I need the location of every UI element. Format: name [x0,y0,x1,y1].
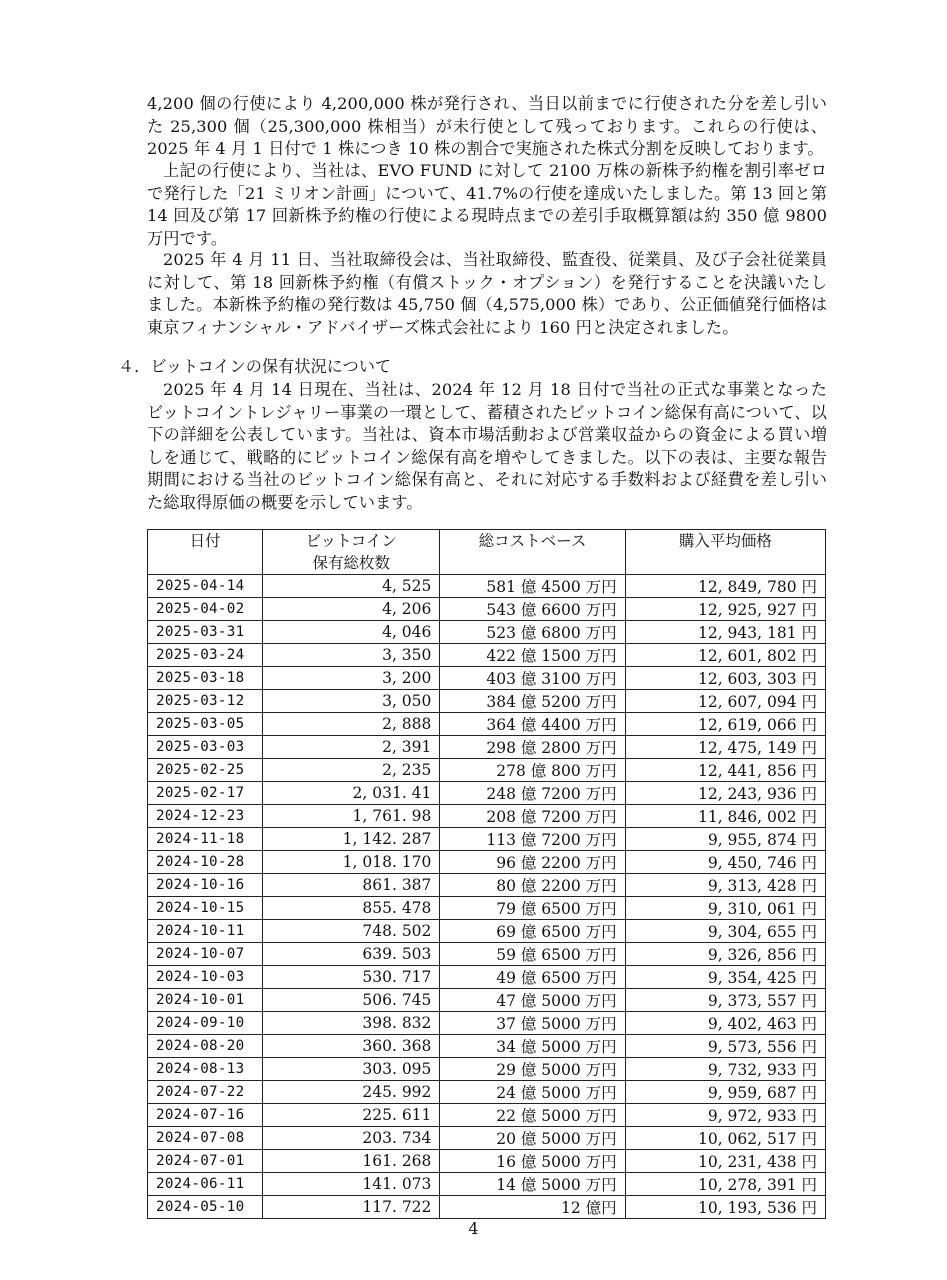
page-number: 4 [468,1219,479,1238]
cell-average-price: 9, 326, 856 円 [625,943,825,966]
table-row [148,1196,826,1219]
cell-date: 2024-08-13 [148,1058,263,1081]
cell-average-price: 9, 373, 557 円 [625,989,825,1012]
cell-cost-basis: 59 億 6500 万円 [440,943,625,966]
cell-cost-basis: 47 億 5000 万円 [440,989,625,1012]
table-row [148,759,826,782]
cell-bitcoin-holdings: 855. 478 [263,897,440,920]
cell-date: 2024-10-15 [148,897,263,920]
cell-cost-basis: 422 億 1500 万円 [440,644,625,667]
column-header-date: 日付 [148,530,263,575]
paragraph-bitcoin-holdings-intro: 2025 年 4 月 14 日現在、当社は、2024 年 12 月 18 日付で当社の正式な事業となったビットコイントレジャリー事業の一環として、蓄積されたビットコイン総保有高について、以下の詳細を公表しています。当社は、資本市場活動および営業収益からの資金による買い増しを通じて、戦略的にビットコイン総保有高を増やしてきました。以下の表は、主要な報告期間における当社のビットコイン総保有高と、それに対応する手数料および経費を差し引いた総取得原価の概要を示しています。 [147,380,827,512]
paragraph-stock-option: 2025 年 4 月 11 日、当社取締役会は、当社取締役、監査役、従業員、及び子会社従業員に対して、第 18 回新株予約権（有償ストック・オプション）を発行することを決議いたしました。本新株予約権の発行数は 45,750 個（4,575,000 株）であり、公正価値発行価格は東京フィナンシャル・アドバイザーズ株式会社により 160 円と決定されました。 [147,250,827,337]
cell-average-price: 12, 243, 936 円 [625,782,825,805]
table-row [148,690,826,713]
table-row [148,1035,826,1058]
cell-average-price: 10, 231, 438 円 [625,1150,825,1173]
cell-bitcoin-holdings: 203. 734 [263,1127,440,1150]
table-row [148,874,826,897]
cell-bitcoin-holdings: 1, 761. 98 [263,805,440,828]
cell-bitcoin-holdings: 4, 525 [263,575,440,598]
cell-date: 2024-10-16 [148,874,263,897]
cell-average-price: 12, 475, 149 円 [625,736,825,759]
cell-cost-basis: 403 億 3100 万円 [440,667,625,690]
cell-date: 2024-10-11 [148,920,263,943]
cell-cost-basis: 384 億 5200 万円 [440,690,625,713]
cell-cost-basis: 248 億 7200 万円 [440,782,625,805]
paragraph-21-million-plan: 上記の行使により、当社は、EVO FUND に対して 2100 万株の新株予約権を割引率ゼロで発行した「21 ミリオン計画」について、41.7%の行使を達成いたしました。第 13 回と第 14 回及び第 17 回新株予約権の行使による現時点までの差引手取概算額は約 350 億 9800 万円です。 [147,161,827,248]
cell-average-price: 10, 062, 517 円 [625,1127,825,1150]
cell-bitcoin-holdings: 398. 832 [263,1012,440,1035]
cell-date: 2025-03-12 [148,690,263,713]
table-row [148,989,826,1012]
cell-cost-basis: 49 億 6500 万円 [440,966,625,989]
cell-average-price: 9, 573, 556 円 [625,1035,825,1058]
table-header-row [148,530,826,575]
cell-bitcoin-holdings: 4, 046 [263,621,440,644]
cell-date: 2024-10-28 [148,851,263,874]
column-header-holdings-line1: ビットコイン [305,532,397,550]
cell-average-price: 9, 972, 933 円 [625,1104,825,1127]
table-row [148,1150,826,1173]
cell-cost-basis: 22 億 5000 万円 [440,1104,625,1127]
cell-average-price: 9, 955, 874 円 [625,828,825,851]
cell-bitcoin-holdings: 245. 992 [263,1081,440,1104]
table-row [148,644,826,667]
bitcoin-holdings-table [147,529,826,1219]
cell-average-price: 12, 601, 802 円 [625,644,825,667]
cell-date: 2025-02-25 [148,759,263,782]
cell-date: 2024-10-03 [148,966,263,989]
cell-bitcoin-holdings: 1, 018. 170 [263,851,440,874]
cell-date: 2025-04-14 [148,575,263,598]
table-row [148,943,826,966]
cell-bitcoin-holdings: 861. 387 [263,874,440,897]
cell-date: 2024-09-10 [148,1012,263,1035]
paragraph-exercise-summary: 4,200 個の行使により 4,200,000 株が発行され、当日以前までに行使された分を差し引いた 25,300 個（25,300,000 株相当）が未行使として残っております。これらの行使は、2025 年 4 月 1 日付で 1 株につき 10 株の割合で実施された株式分割を反映しております。 [147,94,827,159]
table-row [148,828,826,851]
table-row [148,920,826,943]
cell-date: 2025-04-02 [148,598,263,621]
cell-average-price: 12, 603, 303 円 [625,667,825,690]
cell-date: 2024-11-18 [148,828,263,851]
cell-cost-basis: 298 億 2800 万円 [440,736,625,759]
cell-cost-basis: 14 億 5000 万円 [440,1173,625,1196]
cell-date: 2024-07-22 [148,1081,263,1104]
cell-date: 2024-10-07 [148,943,263,966]
cell-date: 2024-05-10 [148,1196,263,1219]
cell-cost-basis: 208 億 7200 万円 [440,805,625,828]
cell-average-price: 12, 943, 181 円 [625,621,825,644]
cell-date: 2025-03-05 [148,713,263,736]
cell-date: 2025-03-03 [148,736,263,759]
cell-bitcoin-holdings: 141. 073 [263,1173,440,1196]
table-row [148,805,826,828]
cell-cost-basis: 113 億 7200 万円 [440,828,625,851]
table-row [148,966,826,989]
cell-bitcoin-holdings: 530. 717 [263,966,440,989]
cell-date: 2024-12-23 [148,805,263,828]
table-row [148,1127,826,1150]
cell-date: 2025-03-31 [148,621,263,644]
cell-bitcoin-holdings: 2, 391 [263,736,440,759]
cell-bitcoin-holdings: 2, 031. 41 [263,782,440,805]
cell-bitcoin-holdings: 225. 611 [263,1104,440,1127]
cell-cost-basis: 20 億 5000 万円 [440,1127,625,1150]
table-row [148,1012,826,1035]
cell-bitcoin-holdings: 1, 142. 287 [263,828,440,851]
column-header-holdings-line2: 保有総枚数 [312,554,391,572]
cell-cost-basis: 278 億 800 万円 [440,759,625,782]
cell-cost-basis: 34 億 5000 万円 [440,1035,625,1058]
cell-date: 2024-07-01 [148,1150,263,1173]
table-row [148,598,826,621]
cell-average-price: 9, 402, 463 円 [625,1012,825,1035]
cell-cost-basis: 24 億 5000 万円 [440,1081,625,1104]
cell-cost-basis: 364 億 4400 万円 [440,713,625,736]
table-row [148,782,826,805]
cell-bitcoin-holdings: 3, 050 [263,690,440,713]
cell-average-price: 9, 304, 655 円 [625,920,825,943]
table-row [148,575,826,598]
cell-average-price: 9, 354, 425 円 [625,966,825,989]
table-row [148,851,826,874]
column-header-holdings [263,530,440,575]
cell-bitcoin-holdings: 2, 235 [263,759,440,782]
table-row [148,713,826,736]
cell-average-price: 9, 313, 428 円 [625,874,825,897]
cell-cost-basis: 523 億 6800 万円 [440,621,625,644]
table-row [148,621,826,644]
cell-cost-basis: 29 億 5000 万円 [440,1058,625,1081]
column-header-average-price: 購入平均価格 [625,530,825,575]
cell-cost-basis: 581 億 4500 万円 [440,575,625,598]
cell-date: 2024-07-16 [148,1104,263,1127]
table-row [148,736,826,759]
cell-cost-basis: 96 億 2200 万円 [440,851,625,874]
cell-bitcoin-holdings: 506. 745 [263,989,440,1012]
table-row [148,667,826,690]
cell-cost-basis: 16 億 5000 万円 [440,1150,625,1173]
cell-bitcoin-holdings: 161. 268 [263,1150,440,1173]
cell-average-price: 9, 959, 687 円 [625,1081,825,1104]
cell-average-price: 9, 310, 061 円 [625,897,825,920]
cell-average-price: 12, 441, 856 円 [625,759,825,782]
cell-bitcoin-holdings: 3, 200 [263,667,440,690]
table-row [148,1058,826,1081]
table-row [148,1081,826,1104]
column-header-cost-basis: 総コストベース [440,530,625,575]
cell-date: 2024-10-01 [148,989,263,1012]
cell-average-price: 9, 450, 746 円 [625,851,825,874]
cell-bitcoin-holdings: 4, 206 [263,598,440,621]
cell-bitcoin-holdings: 303. 095 [263,1058,440,1081]
table-row [148,1173,826,1196]
cell-date: 2025-03-18 [148,667,263,690]
cell-average-price: 10, 193, 536 円 [625,1196,825,1219]
cell-cost-basis: 80 億 2200 万円 [440,874,625,897]
cell-average-price: 11, 846, 002 円 [625,805,825,828]
table-row [148,897,826,920]
cell-bitcoin-holdings: 360. 368 [263,1035,440,1058]
cell-average-price: 9, 732, 933 円 [625,1058,825,1081]
cell-average-price: 10, 278, 391 円 [625,1173,825,1196]
cell-date: 2024-06-11 [148,1173,263,1196]
cell-bitcoin-holdings: 3, 350 [263,644,440,667]
cell-cost-basis: 69 億 6500 万円 [440,920,625,943]
cell-date: 2024-07-08 [148,1127,263,1150]
cell-cost-basis: 543 億 6600 万円 [440,598,625,621]
cell-bitcoin-holdings: 117. 722 [263,1196,440,1219]
cell-cost-basis: 79 億 6500 万円 [440,897,625,920]
cell-date: 2025-03-24 [148,644,263,667]
cell-date: 2025-02-17 [148,782,263,805]
cell-date: 2024-08-20 [148,1035,263,1058]
cell-average-price: 12, 619, 066 円 [625,713,825,736]
section-heading-bitcoin-holdings: ４．ビットコインの保有状況について [118,357,392,376]
cell-bitcoin-holdings: 2, 888 [263,713,440,736]
cell-bitcoin-holdings: 639. 503 [263,943,440,966]
cell-average-price: 12, 849, 780 円 [625,575,825,598]
cell-average-price: 12, 607, 094 円 [625,690,825,713]
cell-bitcoin-holdings: 748. 502 [263,920,440,943]
table-row [148,1104,826,1127]
cell-average-price: 12, 925, 927 円 [625,598,825,621]
cell-cost-basis: 12 億円 [440,1196,625,1219]
cell-cost-basis: 37 億 5000 万円 [440,1012,625,1035]
